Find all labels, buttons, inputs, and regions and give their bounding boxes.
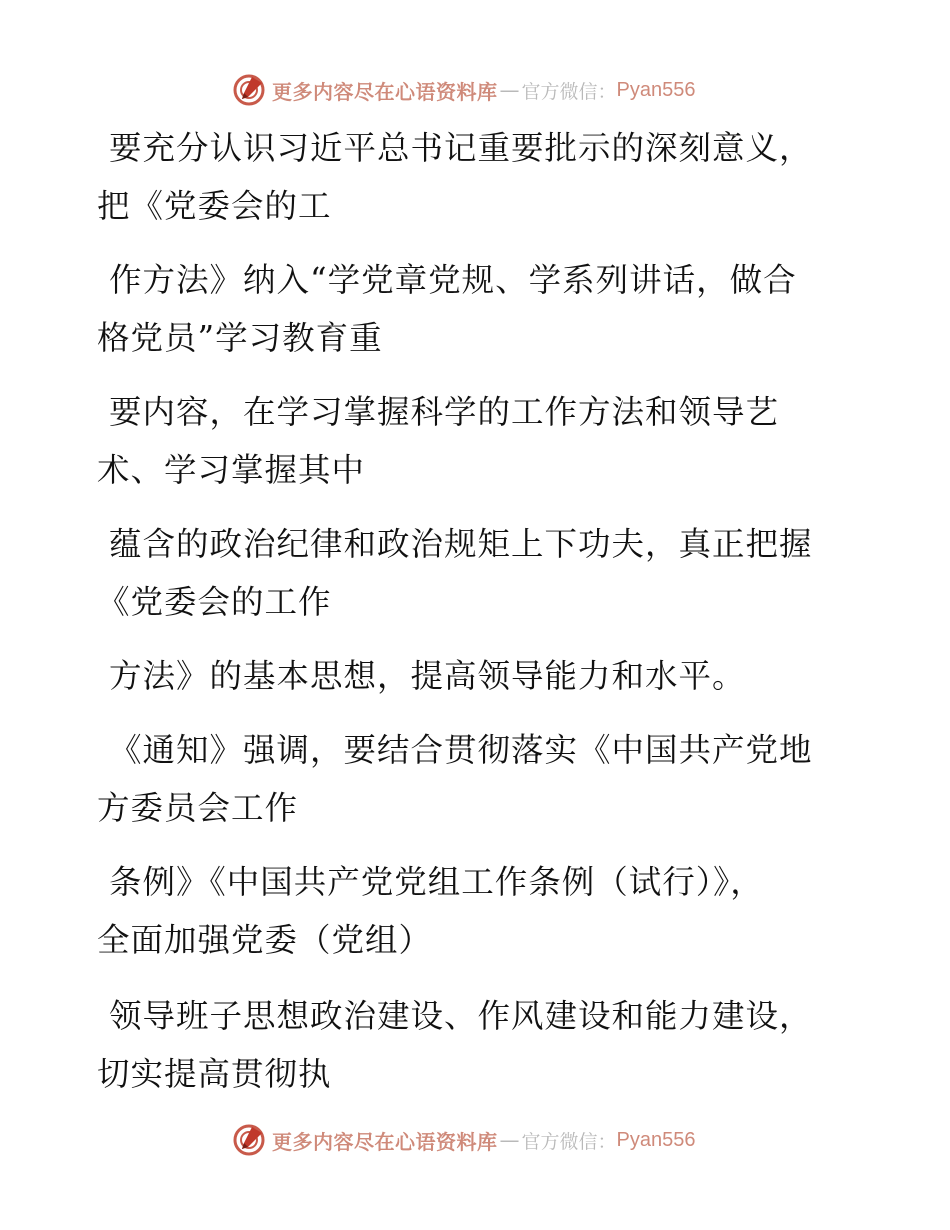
header-watermark bbox=[232, 72, 695, 108]
text-line: 把《党委会的工 bbox=[97, 187, 332, 225]
watermark-wechat-id: Pyan556 bbox=[616, 78, 696, 101]
watermark-wechat-label: 官方微信： bbox=[521, 1130, 617, 1153]
text-line: 方委员会工作 bbox=[97, 789, 299, 827]
text-line: 《党委会的工作 bbox=[97, 583, 332, 621]
text-line: 格党员”学习教育重 bbox=[97, 319, 383, 357]
pen-logo-icon bbox=[232, 73, 266, 107]
watermark-wechat-id: Pyan556 bbox=[616, 1128, 696, 1151]
text-line: 全面加强党委（党组） bbox=[97, 921, 433, 959]
text-line: 要内容，在学习掌握科学的工作方法和领导艺 bbox=[109, 393, 780, 431]
text-line: 方法》的基本思想，提高领导能力和水平。 bbox=[109, 657, 746, 695]
text-line: 《通知》强调，要结合贯彻落实《中国共产党地 bbox=[109, 731, 813, 769]
text-line: 领导班子思想政治建设、作风建设和能力建设， bbox=[109, 997, 813, 1035]
text-line: 蕴含的政治纪律和政治规矩上下功夫，真正把握 bbox=[109, 525, 813, 563]
watermark-dash: — bbox=[499, 1128, 520, 1152]
watermark-title: 更多内容尽在心语资料库 bbox=[272, 1129, 498, 1154]
text-line: 条例》《中国共产党党组工作条例（试行）》， bbox=[109, 863, 764, 901]
text-line: 要充分认识习近平总书记重要批示的深刻意义， bbox=[109, 129, 813, 167]
text-line: 术、学习掌握其中 bbox=[97, 451, 366, 489]
watermark-title: 更多内容尽在心语资料库 bbox=[272, 79, 498, 104]
pen-logo-icon bbox=[232, 1123, 266, 1157]
footer-watermark bbox=[232, 1122, 695, 1158]
text-line: 作方法》纳入“学党章党规、学系列讲话，做合 bbox=[109, 261, 797, 299]
watermark-dash: — bbox=[499, 78, 520, 102]
watermark-wechat-label: 官方微信： bbox=[521, 80, 617, 103]
text-line: 切实提高贯彻执 bbox=[97, 1055, 332, 1093]
